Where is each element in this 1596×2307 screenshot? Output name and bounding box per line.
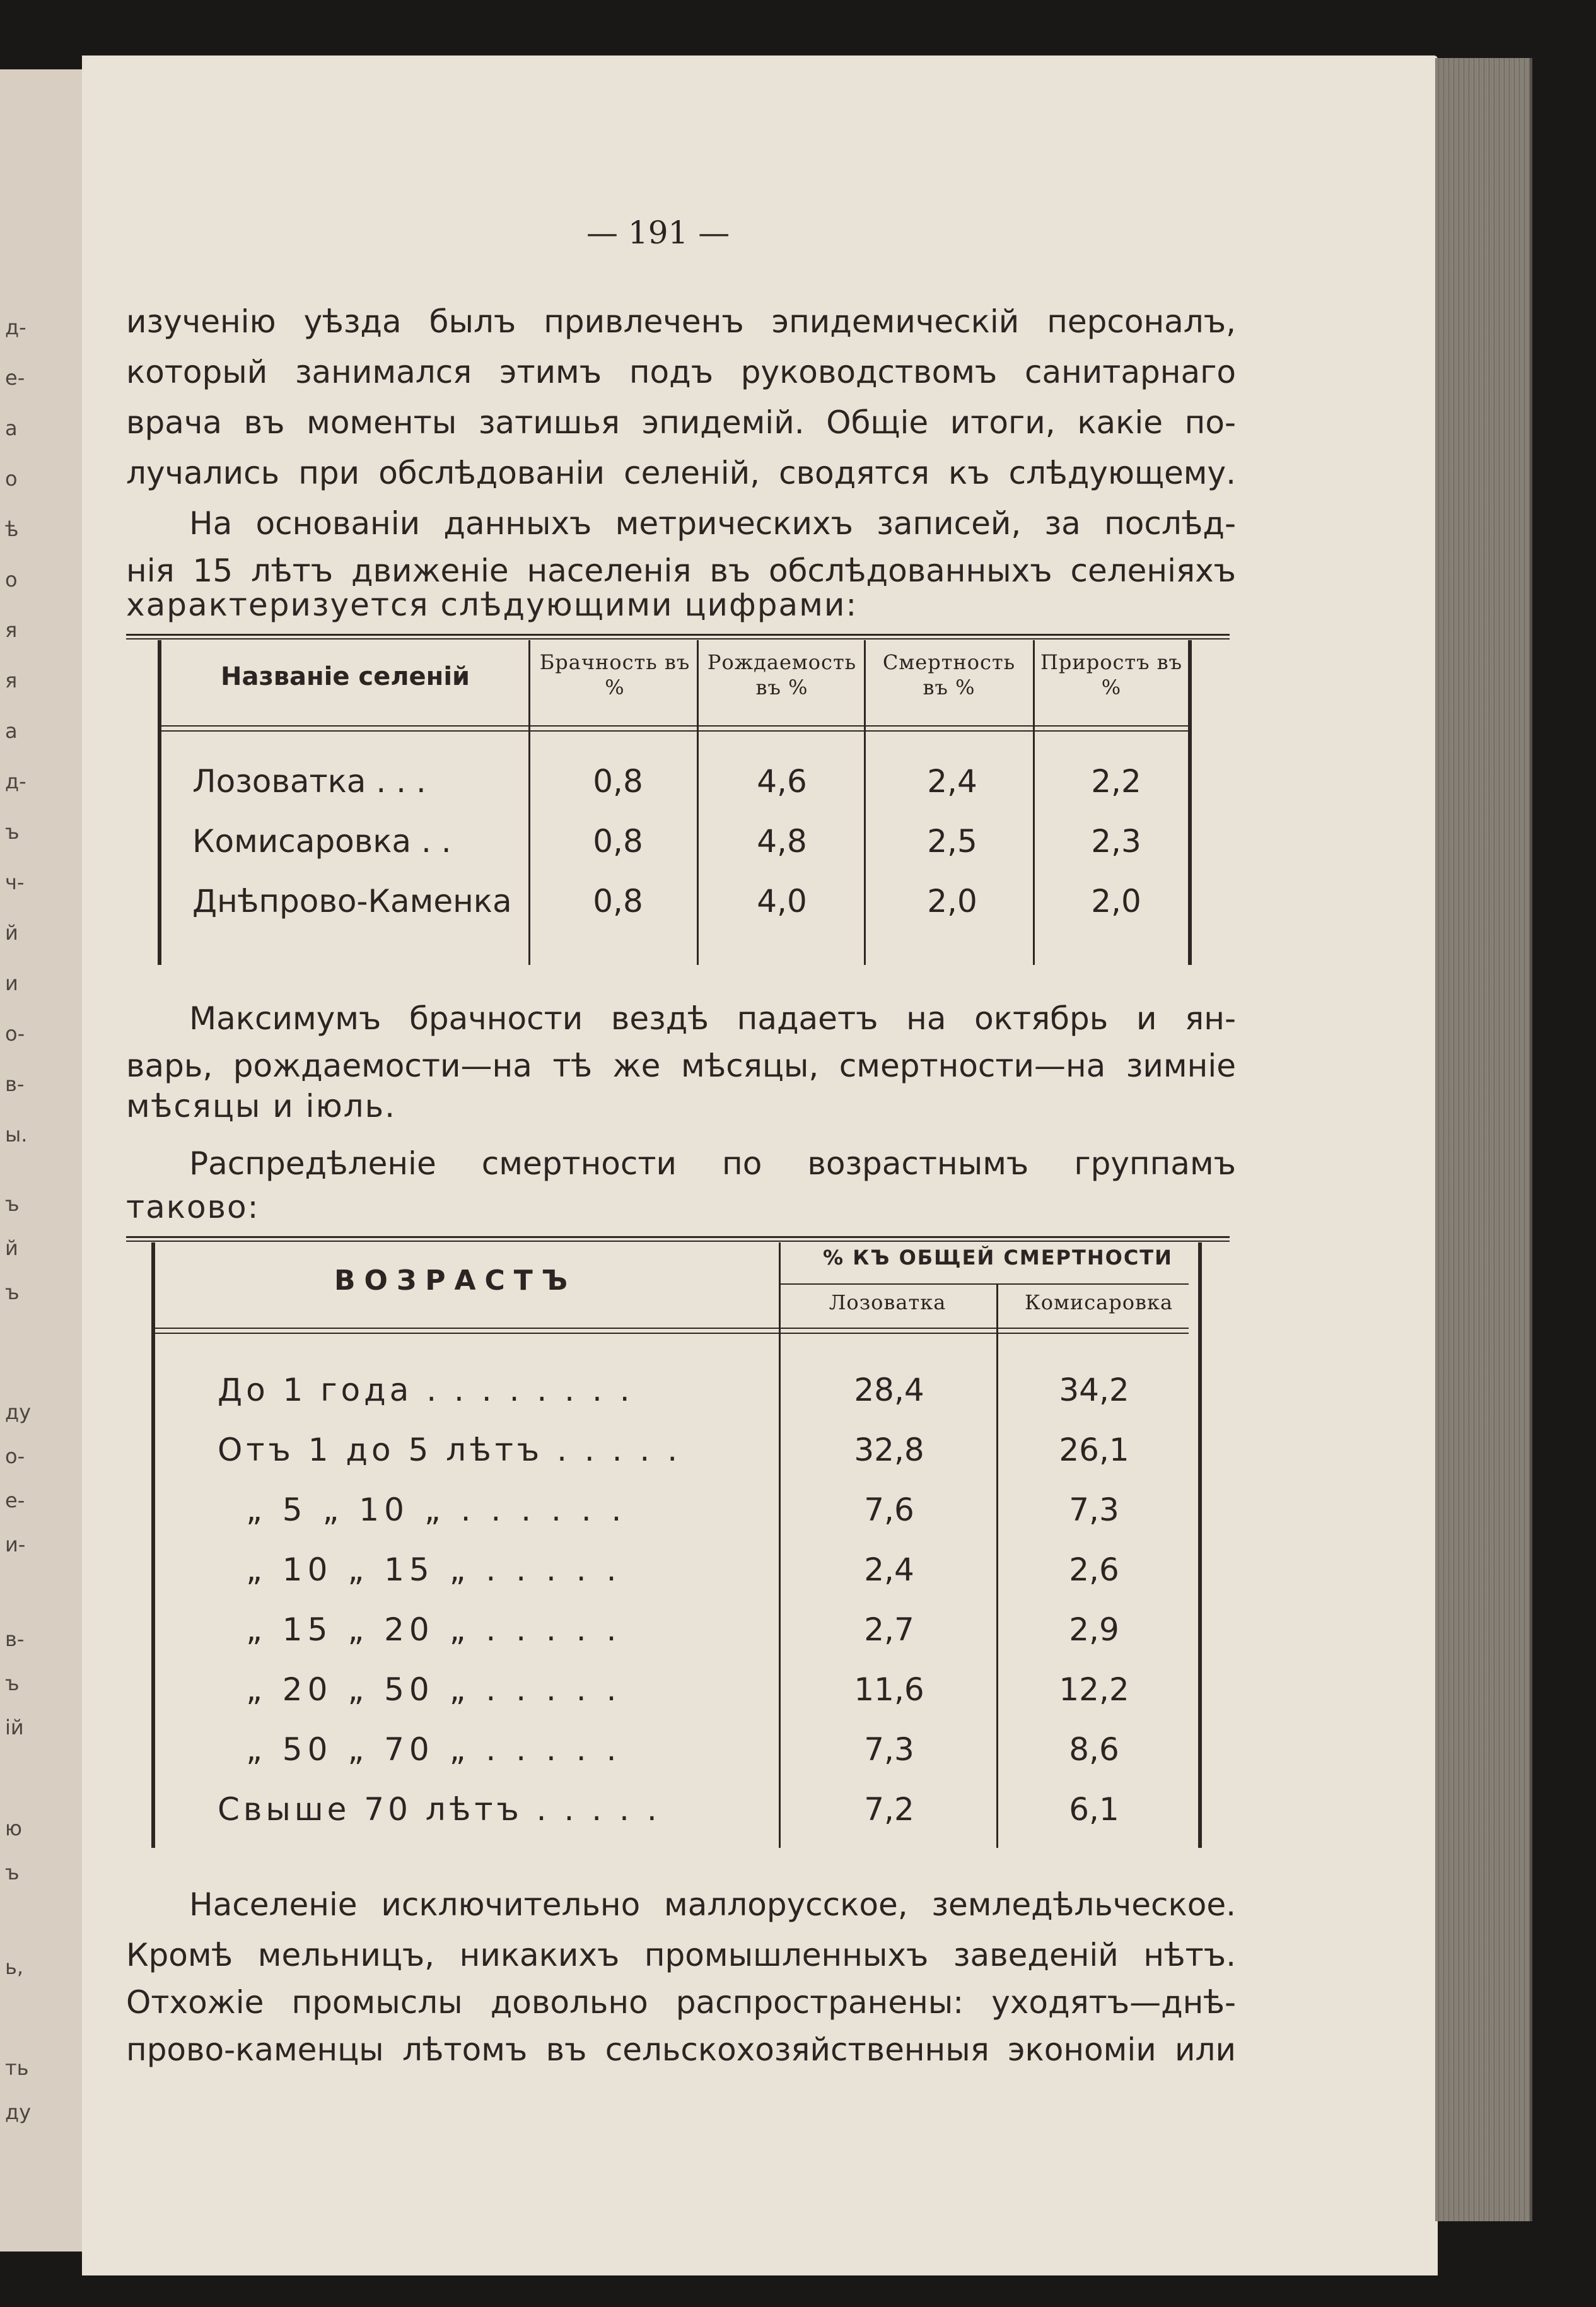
table-cell: 2,6 <box>1069 1551 1119 1588</box>
table-cell: 2,2 <box>1091 763 1141 800</box>
paragraph-line: Населеніе исключительно маллорусское, земледѣльческое. <box>189 1886 1236 1923</box>
table-cell: 6,1 <box>1069 1791 1119 1828</box>
page-number: — 191 — <box>586 214 730 251</box>
paragraph-line: Распредѣленіе смертности по возрастнымъ группамъ <box>189 1145 1236 1182</box>
margin-fragment: я <box>5 669 18 692</box>
table-rule <box>126 1236 1230 1238</box>
column-header: Названіе селеній <box>221 662 470 691</box>
table-cell: 8,6 <box>1069 1731 1119 1768</box>
table-cell: 7,3 <box>1069 1492 1119 1528</box>
age-group: „ 50 „ 70 „ . . . . . <box>246 1731 622 1768</box>
paragraph-line: изученію уѣзда былъ привлеченъ эпидемическій персоналъ, <box>126 303 1236 340</box>
margin-fragment: о <box>5 467 18 491</box>
column-header: Комисаровка <box>1024 1290 1174 1314</box>
table-rule <box>154 1333 1189 1334</box>
table-cell: 7,3 <box>864 1731 914 1768</box>
margin-fragment: ъ <box>5 1280 20 1304</box>
village-name: Комисаровка . . <box>192 823 451 860</box>
table-rule <box>126 638 1230 640</box>
paragraph-line: Максимумъ брачности вездѣ падаетъ на октябрь и ян- <box>189 1000 1236 1037</box>
margin-fragment: о- <box>5 1444 25 1468</box>
table-rule <box>126 1241 1230 1242</box>
column-header: Лозоватка <box>829 1290 947 1314</box>
margin-fragment: я <box>5 618 18 642</box>
margin-fragment: ъ <box>5 1671 20 1695</box>
column-divider <box>528 640 530 965</box>
margin-fragment: о- <box>5 1022 25 1046</box>
margin-fragment: й <box>5 921 18 945</box>
table-cell: 26,1 <box>1059 1432 1129 1468</box>
age-group: „ 20 „ 50 „ . . . . . <box>246 1671 622 1708</box>
margin-fragment: и- <box>5 1533 26 1556</box>
column-header: Приростъ въ % <box>1040 650 1182 699</box>
table-cell: 2,9 <box>1069 1611 1119 1648</box>
paragraph-line: который занимался этимъ подъ руководствомъ санитарнаго <box>126 354 1236 390</box>
margin-fragment: ъ <box>5 820 20 844</box>
table-cell: 4,0 <box>757 883 807 920</box>
village-name: Днѣпрово-Каменка <box>192 883 512 920</box>
age-group: Отъ 1 до 5 лѣтъ . . . . . <box>218 1432 682 1468</box>
margin-fragment: ь, <box>5 1955 24 1979</box>
table-cell: 4,8 <box>757 823 807 860</box>
table-cell: 2,5 <box>927 823 977 860</box>
paragraph-line: лучались при обслѣдованіи селеній, сводятся къ слѣдующему. <box>126 455 1236 491</box>
margin-fragment: а <box>5 416 18 440</box>
margin-fragment: ду <box>5 2100 32 2124</box>
column-header: Брачность въ % <box>539 650 690 699</box>
paragraph-line: Кромѣ мельницъ, никакихъ промышленныхъ заведеній нѣтъ. <box>126 1937 1236 1973</box>
column-divider <box>697 640 699 965</box>
margin-fragment: о <box>5 568 18 592</box>
paragraph-line: таково: <box>126 1189 260 1225</box>
table-border <box>158 640 161 965</box>
column-divider <box>1033 640 1035 965</box>
paragraph-line: На основаніи данныхъ метрическихъ записей, за послѣд- <box>189 505 1236 542</box>
margin-fragment: а <box>5 719 18 743</box>
age-group: „ 15 „ 20 „ . . . . . <box>246 1611 622 1648</box>
table-cell: 4,6 <box>757 763 807 800</box>
margin-fragment: ъ <box>5 1860 20 1884</box>
column-header: Рождаемость въ % <box>707 650 857 699</box>
table-cell: 12,2 <box>1059 1671 1129 1708</box>
table-cell: 28,4 <box>854 1372 924 1408</box>
paragraph-line: врача въ моменты затишья эпидемій. Общіе итоги, какіе по- <box>126 404 1236 441</box>
facing-page <box>0 69 86 2252</box>
table-cell: 2,0 <box>1091 883 1141 920</box>
margin-fragment: ть <box>5 2056 29 2080</box>
table-cell: 0,8 <box>593 883 643 920</box>
table-cell: 7,6 <box>864 1492 914 1528</box>
margin-fragment: ду <box>5 1400 32 1424</box>
table-cell: 11,6 <box>854 1671 924 1708</box>
table-rule <box>126 634 1230 636</box>
table-cell: 7,2 <box>864 1791 914 1828</box>
table-cell: 2,4 <box>927 763 977 800</box>
age-group: „ 5 „ 10 „ . . . . . . <box>246 1492 627 1528</box>
table-cell: 0,8 <box>593 823 643 860</box>
age-group: До 1 года . . . . . . . . <box>218 1372 634 1408</box>
paragraph-line: Отхожіе промыслы довольно распространены: уходятъ—днѣ- <box>126 1984 1236 2021</box>
margin-fragment: ю <box>5 1816 22 1840</box>
paragraph-line: прово-каменцы лѣтомъ въ сельскохозяйственныя экономіи или <box>126 2031 1236 2068</box>
margin-fragment: ій <box>5 1715 24 1739</box>
table-cell: 34,2 <box>1059 1372 1129 1408</box>
table-rule <box>158 725 1192 727</box>
table-border <box>1188 640 1192 965</box>
margin-fragment: е- <box>5 1488 25 1512</box>
page-edges <box>1435 58 1532 2221</box>
table-cell: 2,4 <box>864 1551 914 1588</box>
column-header: ВОЗРАСТЪ <box>334 1264 577 1297</box>
margin-fragment: е- <box>5 366 25 390</box>
age-group: „ 10 „ 15 „ . . . . . <box>246 1551 622 1588</box>
margin-fragment: в- <box>5 1627 25 1651</box>
table-cell: 32,8 <box>854 1432 924 1468</box>
column-group-header: % КЪ ОБЩЕЙ СМЕРТНОСТИ <box>823 1246 1173 1270</box>
margin-fragment: д- <box>5 315 26 339</box>
table-rule <box>779 1283 1189 1285</box>
table-cell: 2,7 <box>864 1611 914 1648</box>
margin-fragment: й <box>5 1236 18 1260</box>
column-divider <box>996 1283 998 1848</box>
margin-fragment: д- <box>5 769 26 793</box>
table-border <box>1198 1242 1202 1848</box>
paragraph-line: характеризуется слѣдующими цифрами: <box>126 587 858 623</box>
table-cell: 2,3 <box>1091 823 1141 860</box>
paragraph-line: нія 15 лѣтъ движеніе населенія въ обслѣдованныхъ селеніяхъ <box>126 552 1236 589</box>
margin-fragment: и <box>5 971 18 995</box>
table-rule <box>154 1328 1189 1329</box>
village-name: Лозоватка . . . <box>192 763 426 800</box>
age-group: Свыше 70 лѣтъ . . . . . <box>218 1791 661 1828</box>
margin-fragment: ы. <box>5 1123 28 1147</box>
margin-fragment: ѣ <box>5 517 19 541</box>
table-rule <box>158 730 1192 732</box>
table-border <box>151 1242 155 1848</box>
column-header: Смертность въ % <box>882 650 1016 699</box>
margin-fragment: ч- <box>5 870 25 894</box>
column-divider <box>864 640 866 965</box>
paragraph-line: варь, рождаемости—на тѣ же мѣсяцы, смертности—на зимніе <box>126 1048 1236 1084</box>
margin-fragment: в- <box>5 1072 25 1096</box>
column-divider <box>779 1242 781 1848</box>
margin-fragment: ъ <box>5 1192 20 1216</box>
table-cell: 0,8 <box>593 763 643 800</box>
paragraph-line: мѣсяцы и іюль. <box>126 1088 396 1124</box>
table-cell: 2,0 <box>927 883 977 920</box>
